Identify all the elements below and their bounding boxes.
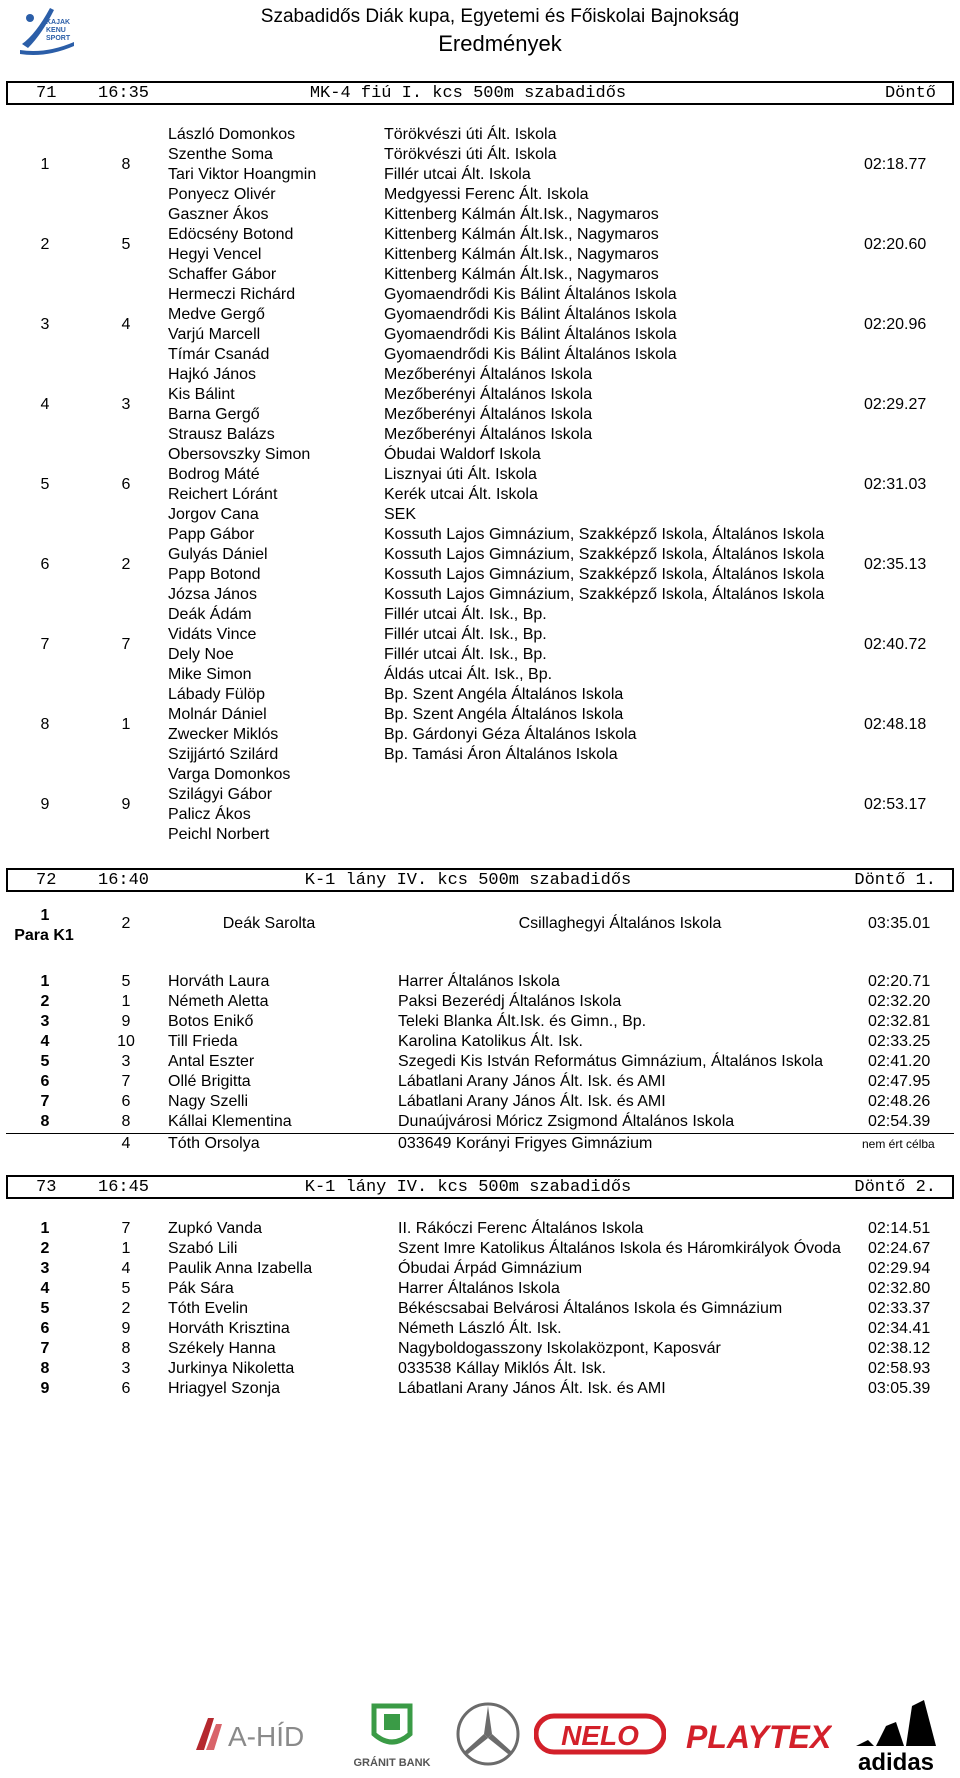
crew-member-club: Kittenberg Kálmán Ált.Isk., Nagymaros [384, 206, 659, 223]
result-place: 7 [40, 1340, 50, 1357]
dnf-club: 033649 Korányi Frigyes Gimnázium [398, 1135, 653, 1152]
svg-text:PLAYTEX: PLAYTEX [686, 1719, 832, 1755]
result-name: Pák Sára [168, 1280, 234, 1297]
crew-member-name: Obersovszky Simon [168, 446, 311, 463]
result-club: Dunaújvárosi Móricz Zsigmond Általános Iskola [398, 1113, 735, 1130]
result-lane: 6 [121, 1093, 131, 1110]
result-lane: 3 [121, 1360, 131, 1377]
result-time: 02:29.94 [868, 1260, 931, 1277]
result-lane: 9 [121, 1013, 131, 1030]
granit-bank-logo [344, 1700, 440, 1770]
crew-member-club: Kossuth Lajos Gimnázium, Szakképző Iskola, Általános Iskola [384, 586, 825, 603]
result-name: Nagy Szelli [168, 1093, 249, 1110]
crew-member-name: Hegyi Vencel [168, 246, 262, 263]
result-time: 02:24.67 [868, 1240, 931, 1257]
crew-member-name: Peichl Norbert [168, 826, 270, 843]
result-club: Lábatlani Arany János Ált. Isk. és AMI [398, 1380, 666, 1397]
crew-member-name: Edöcsény Botond [168, 226, 294, 243]
result-lane: 5 [121, 973, 131, 990]
result-name: Kállai Klementina [168, 1113, 292, 1130]
crew-place: 6 [40, 556, 50, 573]
race-header [6, 1175, 954, 1199]
crew-place: 8 [40, 716, 50, 733]
crew-member-club: Gyomaendrődi Kis Bálint Általános Iskola [384, 346, 677, 363]
result-place: 2 [40, 993, 50, 1010]
crew-time: 02:20.60 [864, 236, 927, 253]
crew-lane: 2 [121, 556, 131, 573]
crew-member-name: Deák Ádám [168, 606, 252, 623]
crew-member-name: Schaffer Gábor [168, 266, 277, 283]
result-time: 02:32.20 [868, 993, 931, 1010]
crew-member-club: Mezőberényi Általános Iskola [384, 426, 593, 443]
crew-place: 9 [40, 796, 50, 813]
result-place: 6 [40, 1073, 50, 1090]
race-number: 72 [36, 871, 57, 890]
race-time: 16:45 [98, 1178, 150, 1197]
result-time: 03:05.39 [868, 1380, 931, 1397]
race-number: 73 [36, 1178, 57, 1197]
page-subtitle: Eredmények [438, 31, 562, 56]
crew-member-name: Jorgov Cana [168, 506, 259, 523]
svg-text:A-HÍD: A-HÍD [228, 1721, 305, 1752]
crew-member-name: Medve Gergő [168, 306, 265, 323]
crew-member-club: Törökvészi úti Ált. Iskola [384, 126, 557, 143]
crew-member-name: Tari Viktor Hoangmin [168, 166, 317, 183]
crew-time: 02:48.18 [864, 716, 927, 733]
result-name: Jurkinya Nikoletta [168, 1360, 295, 1377]
crew-member-name: Strausz Balázs [168, 426, 275, 443]
result-name: Székely Hanna [168, 1340, 276, 1357]
result-place: 5 [40, 1053, 50, 1070]
result-place: 3 [40, 1013, 50, 1030]
svg-text:KAJAK: KAJAK [46, 19, 71, 26]
result-name: Till Frieda [168, 1033, 238, 1050]
result-place: 9 [40, 1380, 50, 1397]
crew-time: 02:31.03 [864, 476, 927, 493]
crew-member-name: Mike Simon [168, 666, 252, 683]
result-place: 1 [40, 1220, 50, 1237]
crew-lane: 3 [121, 396, 131, 413]
result-time: 02:33.37 [868, 1300, 931, 1317]
adidas-logo [842, 1696, 950, 1774]
race-time: 16:35 [98, 84, 150, 103]
race-event: MK-4 fiú I. kcs 500m szabadidős [309, 84, 627, 103]
para-lane: 2 [121, 915, 131, 932]
crew-member-name: Bodrog Máté [168, 466, 260, 483]
result-place: 1 [40, 973, 50, 990]
race-header [6, 868, 954, 892]
crew-place: 2 [40, 236, 50, 253]
result-place: 3 [40, 1260, 50, 1277]
crew-member-club: Kittenberg Kálmán Ált.Isk., Nagymaros [384, 246, 659, 263]
result-name: Ollé Brigitta [168, 1073, 251, 1090]
crew-time: 02:18.77 [864, 156, 927, 173]
race-phase: Döntő [884, 84, 936, 103]
a-hid-logo [192, 1710, 336, 1758]
para-name: Deák Sarolta [222, 915, 316, 932]
result-name: Hriagyel Szonja [168, 1380, 281, 1397]
crew-member-club: Óbudai Waldorf Iskola [384, 446, 541, 463]
result-club: 033538 Kállay Miklós Ált. Isk. [398, 1360, 607, 1377]
crew-member-club: Kossuth Lajos Gimnázium, Szakképző Iskola, Általános Iskola [384, 566, 825, 583]
result-time: 02:58.93 [868, 1360, 931, 1377]
result-club: Karolina Katolikus Ált. Isk. [398, 1033, 583, 1050]
crew-member-name: Varjú Marcell [168, 326, 261, 343]
result-lane: 9 [121, 1320, 131, 1337]
result-place: 2 [40, 1240, 50, 1257]
result-time: 02:20.71 [868, 973, 931, 990]
result-time: 02:32.81 [868, 1013, 931, 1030]
crew-member-club: Mezőberényi Általános Iskola [384, 406, 593, 423]
result-lane: 1 [121, 1240, 131, 1257]
crew-member-name: Szilágyi Gábor [168, 786, 273, 803]
result-club: Szegedi Kis István Református Gimnázium, Általános Iskola [398, 1053, 824, 1070]
result-club: Harrer Általános Iskola [398, 1280, 560, 1297]
result-place: 6 [40, 1320, 50, 1337]
result-club: Harrer Általános Iskola [398, 973, 560, 990]
crew-member-name: Zwecker Miklós [168, 726, 279, 743]
dnf-name: Tóth Orsolya [168, 1135, 260, 1152]
crew-member-club: Gyomaendrődi Kis Bálint Általános Iskola [384, 306, 677, 323]
crew-member-club: Bp. Tamási Áron Általános Iskola [384, 746, 618, 763]
crew-lane: 1 [121, 716, 131, 733]
crew-member-club: Fillér utcai Ált. Isk., Bp. [384, 646, 547, 663]
crew-place: 3 [40, 316, 50, 333]
crew-member-club: Kittenberg Kálmán Ált.Isk., Nagymaros [384, 226, 659, 243]
crew-time: 02:40.72 [864, 636, 927, 653]
result-time: 02:41.20 [868, 1053, 931, 1070]
crew-member-club: Gyomaendrődi Kis Bálint Általános Iskola [384, 286, 677, 303]
crew-member-name: Papp Gábor [168, 526, 255, 543]
result-club: Szent Imre Katolikus Általános Iskola és Háromkirályok Óvoda [398, 1240, 841, 1257]
crew-member-name: Szijjártó Szilárd [168, 746, 279, 763]
result-time: 02:14.51 [868, 1220, 931, 1237]
crew-member-name: Szenthe Soma [168, 146, 273, 163]
race-phase: Döntő 1. [854, 871, 936, 890]
svg-text:SPORT: SPORT [46, 35, 71, 42]
svg-text:NELO: NELO [561, 1720, 639, 1751]
result-place: 4 [40, 1033, 50, 1050]
crew-lane: 6 [121, 476, 131, 493]
race-number: 71 [36, 84, 57, 103]
result-lane: 2 [121, 1300, 131, 1317]
result-lane: 7 [121, 1073, 131, 1090]
crew-member-club: Törökvészi úti Ált. Iskola [384, 146, 557, 163]
result-club: Lábatlani Arany János Ált. Isk. és AMI [398, 1093, 666, 1110]
crew-member-name: Tímár Csanád [168, 346, 270, 363]
result-lane: 7 [121, 1220, 131, 1237]
race-event: K-1 lány IV. kcs 500m szabadidős [304, 871, 632, 890]
nelo-logo [534, 1712, 666, 1756]
result-place: 8 [40, 1113, 50, 1130]
race-time: 16:40 [98, 871, 150, 890]
result-time: 02:32.80 [868, 1280, 931, 1297]
crew-member-club: Kerék utcai Ált. Iskola [384, 486, 538, 503]
race-phase: Döntő 2. [854, 1178, 936, 1197]
svg-text:adidas: adidas [857, 1749, 935, 1774]
crew-member-club: Kittenberg Kálmán Ált.Isk., Nagymaros [384, 266, 659, 283]
result-time: 02:33.25 [868, 1033, 931, 1050]
crew-member-club: Kossuth Lajos Gimnázium, Szakképző Iskola, Általános Iskola [384, 526, 825, 543]
crew-lane: 5 [121, 236, 131, 253]
crew-member-club: Bp. Szent Angéla Általános Iskola [384, 686, 624, 703]
crew-lane: 8 [121, 156, 131, 173]
result-club: Németh László Ált. Isk. [398, 1320, 562, 1337]
crew-member-name: Gulyás Dániel [168, 546, 268, 563]
race-header [6, 81, 954, 105]
result-club: Óbudai Árpád Gimnázium [398, 1260, 583, 1277]
crew-member-club: Mezőberényi Általános Iskola [384, 366, 593, 383]
crew-member-name: Gaszner Ákos [168, 206, 269, 223]
crew-member-club: Bp. Gárdonyi Géza Általános Iskola [384, 726, 637, 743]
result-lane: 5 [121, 1280, 131, 1297]
result-lane: 8 [121, 1113, 131, 1130]
result-place: 4 [40, 1280, 50, 1297]
result-time: 02:34.41 [868, 1320, 931, 1337]
crew-time: 02:20.96 [864, 316, 927, 333]
result-lane: 8 [121, 1340, 131, 1357]
result-time: 02:48.26 [868, 1093, 931, 1110]
race-event: K-1 lány IV. kcs 500m szabadidős [304, 1178, 632, 1197]
crew-member-name: Dely Noe [168, 646, 234, 663]
crew-lane: 9 [121, 796, 131, 813]
result-place: 8 [40, 1360, 50, 1377]
mercedes-star-logo [452, 1698, 524, 1770]
result-time: 02:54.39 [868, 1113, 931, 1130]
result-place: 5 [40, 1300, 50, 1317]
crew-member-club: Medgyessi Ferenc Ált. Iskola [384, 186, 589, 203]
result-name: Tóth Evelin [168, 1300, 249, 1317]
crew-member-name: Vidáts Vince [168, 626, 257, 643]
crew-member-name: Ponyecz Olivér [168, 186, 276, 203]
result-club: Teleki Blanka Ált.Isk. és Gimn., Bp. [398, 1013, 647, 1030]
result-club: II. Rákóczi Ferenc Általános Iskola [398, 1220, 644, 1237]
crew-member-club: Gyomaendrődi Kis Bálint Általános Iskola [384, 326, 677, 343]
playtex-logo [684, 1712, 832, 1756]
crew-member-club: Kossuth Lajos Gimnázium, Szakképző Iskola, Általános Iskola [384, 546, 825, 563]
result-lane: 3 [121, 1053, 131, 1070]
crew-member-name: László Domonkos [168, 126, 296, 143]
result-club: Nagyboldogasszony Iskolaközpont, Kaposvár [398, 1340, 721, 1357]
crew-member-name: Molnár Dániel [168, 706, 267, 723]
crew-member-name: Reichert Lóránt [168, 486, 278, 503]
para-time: 03:35.01 [868, 915, 931, 932]
crew-lane: 7 [121, 636, 131, 653]
result-lane: 10 [117, 1033, 135, 1050]
crew-member-name: Papp Botond [168, 566, 261, 583]
crew-member-name: Hermeczi Richárd [168, 286, 296, 303]
result-club: Békéscsabai Belvárosi Általános Iskola és Gimnázium [398, 1300, 783, 1317]
result-name: Németh Aletta [168, 993, 269, 1010]
crew-place: 7 [40, 636, 50, 653]
result-name: Antal Eszter [168, 1053, 255, 1070]
crew-member-name: Varga Domonkos [168, 766, 291, 783]
crew-member-club: Mezőberényi Általános Iskola [384, 386, 593, 403]
crew-time: 02:53.17 [864, 796, 927, 813]
crew-member-name: Palicz Ákos [168, 806, 251, 823]
crew-time: 02:35.13 [864, 556, 927, 573]
dnf-lane: 4 [121, 1135, 131, 1152]
crew-member-club: SEK [384, 506, 417, 523]
result-name: Zupkó Vanda [168, 1220, 262, 1237]
result-lane: 1 [121, 993, 131, 1010]
result-lane: 4 [121, 1260, 131, 1277]
crew-member-club: Bp. Szent Angéla Általános Iskola [384, 706, 624, 723]
crew-member-club: Fillér utcai Ált. Iskola [384, 166, 531, 183]
result-name: Szabó Lili [168, 1240, 238, 1257]
crew-time: 02:29.27 [864, 396, 927, 413]
result-lane: 6 [121, 1380, 131, 1397]
result-name: Horváth Laura [168, 973, 270, 990]
crew-member-name: Józsa János [168, 586, 257, 603]
crew-place: 1 [40, 156, 50, 173]
crew-member-club: Fillér utcai Ált. Isk., Bp. [384, 606, 547, 623]
svg-text:KENU: KENU [46, 27, 66, 34]
para-place: 1 [40, 907, 50, 924]
crew-member-club: Fillér utcai Ált. Isk., Bp. [384, 626, 547, 643]
crew-place: 4 [40, 396, 50, 413]
crew-member-club: Áldás utcai Ált. Isk., Bp. [384, 666, 553, 683]
result-club: Lábatlani Arany János Ált. Isk. és AMI [398, 1073, 666, 1090]
crew-place: 5 [40, 476, 50, 493]
para-club: Csillaghegyi Általános Iskola [518, 915, 722, 932]
page-title: Szabadidős Diák kupa, Egyetemi és Főiskolai Bajnokság [260, 6, 740, 27]
crew-member-name: Lábady Fülöp [168, 686, 265, 703]
crew-lane: 4 [121, 316, 131, 333]
crew-member-name: Kis Bálint [168, 386, 235, 403]
crew-member-name: Hajkó János [168, 366, 257, 383]
para-category: Para K1 [14, 927, 74, 944]
result-name: Paulik Anna Izabella [168, 1260, 313, 1277]
result-place: 7 [40, 1093, 50, 1110]
result-name: Horváth Krisztina [168, 1320, 290, 1337]
result-time: 02:47.95 [868, 1073, 931, 1090]
crew-member-name: Barna Gergő [168, 406, 260, 423]
dnf-status: nem ért célba [862, 1137, 935, 1151]
result-club: Paksi Bezerédj Általános Iskola [398, 993, 622, 1010]
result-time: 02:38.12 [868, 1340, 931, 1357]
crew-member-club: Lisznyai úti Ált. Iskola [384, 466, 537, 483]
result-name: Botos Enikő [168, 1013, 254, 1030]
svg-text:GRÁNIT BANK: GRÁNIT BANK [353, 1757, 431, 1769]
